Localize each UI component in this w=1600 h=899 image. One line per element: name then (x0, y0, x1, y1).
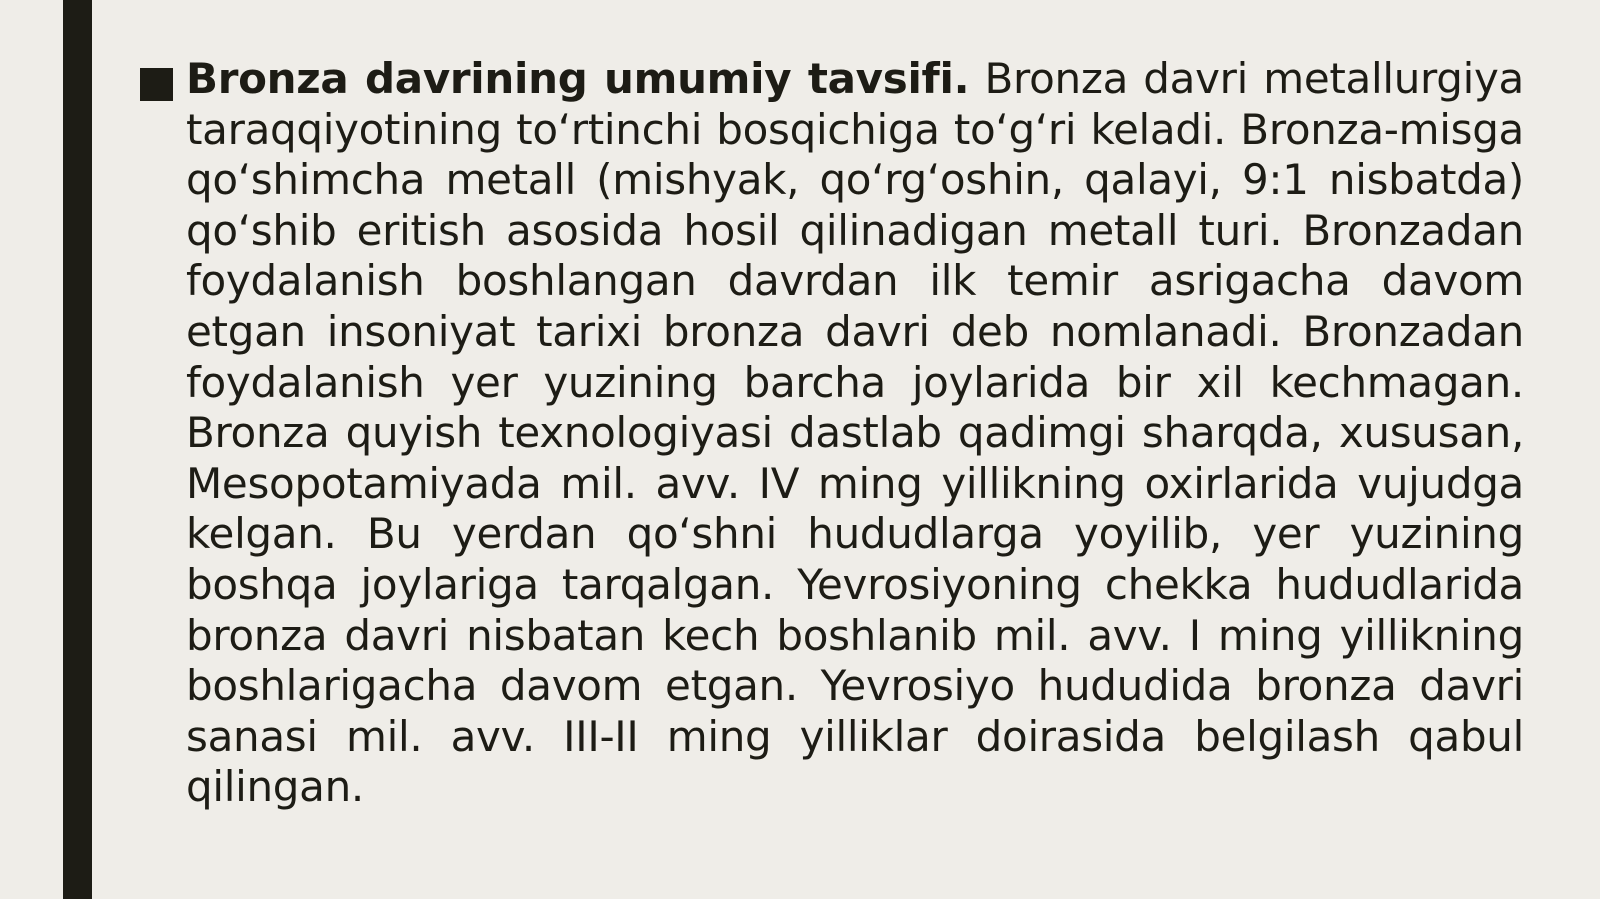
left-accent-bar (63, 0, 92, 899)
bullet-paragraph (186, 54, 1524, 813)
paragraph-body: Bronza davri metallurgiya taraqqiyotining to‘rtinchi bosqichiga to‘g‘ri keladi. Bronza-misga qo‘shimcha metall (mishyak, qo‘rg‘oshin, qalayi, 9:1 nisbatda) qo‘shib eritish asosida hosil qilinadigan metall turi. Bronzadan foydalanish boshlangan davrdan ilk temir asrigacha davom etgan insoniyat tarixi bronza davri deb nomlanadi. Bronzadan foydalanish yer yuzining barcha joylarida bir xil kechmagan. Bronza quyish texnologiyasi dastlab qadimgi sharqda, xususan, Mesopotamiyada mil. avv. IV ming yillikning oxirlarida vujudga kelgan. Bu yerdan qo‘shni hududlarga yoyilib, yer yuzining boshqa joylariga tarqalgan. Yevrosiyoning chekka hududlarida bronza davri nisbatan kech boshlanib mil. avv. I ming yillikning boshlarigacha davom etgan. Yevrosiyo hududida bronza davri sanasi mil. avv. III-II ming yilliklar doirasida belgilash qabul qilingan. (186, 54, 1524, 812)
paragraph-heading: Bronza davrining umumiy tavsifi. (186, 54, 970, 103)
square-bullet-icon (140, 68, 173, 101)
